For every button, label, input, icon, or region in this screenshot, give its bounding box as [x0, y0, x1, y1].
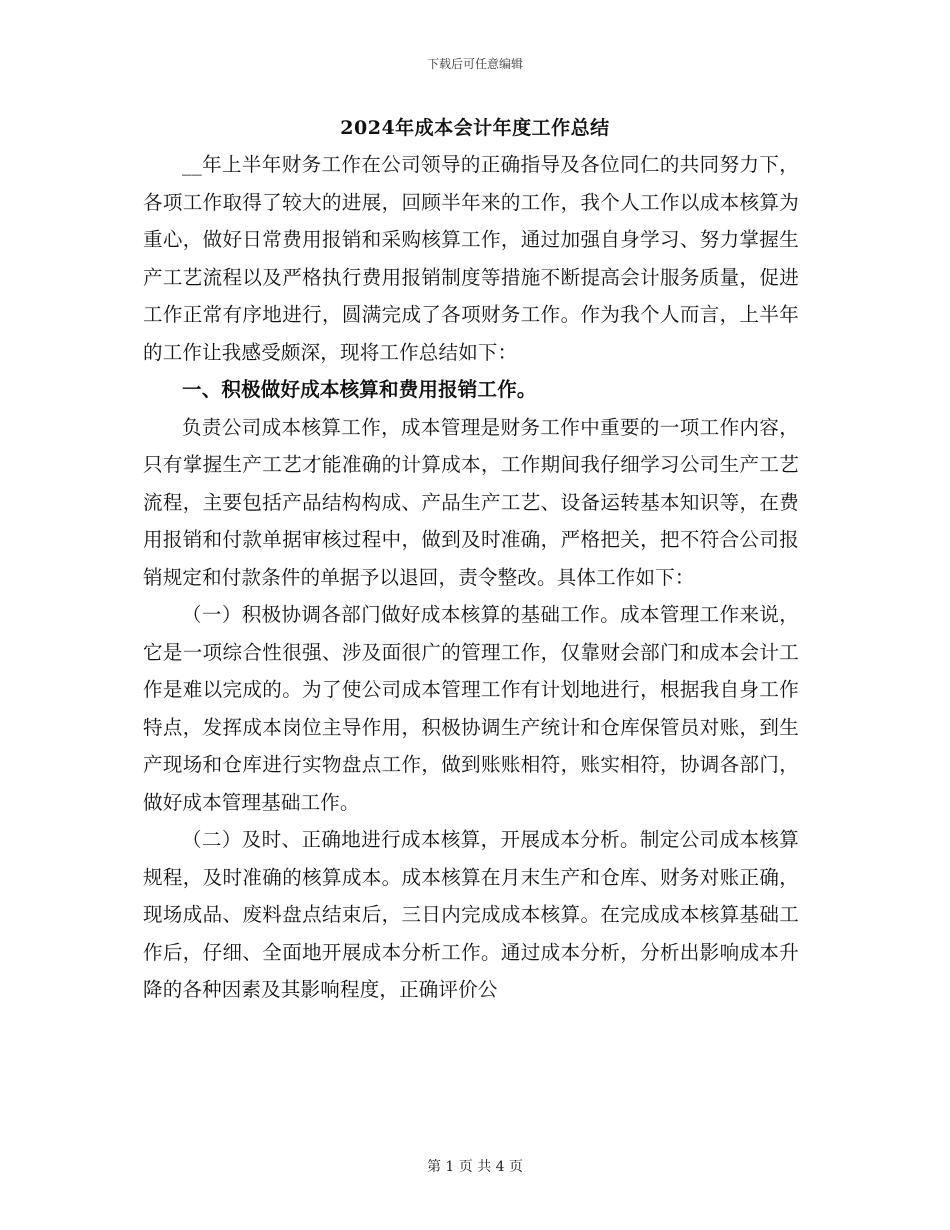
document-title: 2024年成本会计年度工作总结	[340, 117, 610, 139]
section-heading-one: 一、积极做好成本核算和费用报销工作。	[182, 378, 537, 401]
intro-paragraph: __年上半年财务工作在公司领导的正确指导及各位同仁的共同努力下，各项工作取得了较大的进展，回顾半年来的工作，我个人工作以成本核算为重心，做好日常费用报销和采购核算工作，通过加强自身学习、努力掌握生产工艺流程以及严格执行费用报销制度等措施不断提高会计服务质量，促进工作正常有序地进行，圆满完成了各项财务工作。作为我个人而言，上半年的工作让我感受颇深，现将工作总结如下：	[143, 153, 799, 364]
download-editable-note: 下载后可任意编辑	[426, 57, 523, 71]
document-body	[143, 146, 799, 1009]
page-number: 第 1 页 共 4 页	[426, 1159, 524, 1175]
subsection-two-paragraph: （二）及时、正确地进行成本核算，开展成本分析。制定公司成本核算规程，及时准确的核算成本。成本核算在月末生产和仓库、财务对账正确，现场成品、废料盘点结束后，三日内完成成本核算。在完成成本核算基础工作后，仔细、全面地开展成本分析工作。通过成本分析，分析出影响成本升降的各种因素及其影响程度，正确评价公	[143, 828, 799, 1001]
section-one-paragraph: 负责公司成本核算工作，成本管理是财务工作中重要的一项工作内容，只有掌握生产工艺才能准确的计算成本，工作期间我仔细学习公司生产工艺流程，主要包括产品结构构成、产品生产工艺、设备运转基本知识等，在费用报销和付款单据审核过程中，做到及时准确，严格把关，把不符合公司报销规定和付款条件的单据予以退回，责令整改。具体工作如下：	[143, 415, 799, 589]
subsection-one-paragraph: （一）积极协调各部门做好成本核算的基础工作。成本管理工作来说，它是一项综合性很强、涉及面很广的管理工作，仅靠财会部门和成本会计工作是难以完成的。为了使公司成本管理工作有计划地进行，根据我自身工作特点，发挥成本岗位主导作用，积极协调生产统计和仓库保管员对账，到生产现场和仓库进行实物盘点工作，做到账账相符，账实相符，协调各部门，做好成本管理基础工作。	[143, 603, 799, 814]
